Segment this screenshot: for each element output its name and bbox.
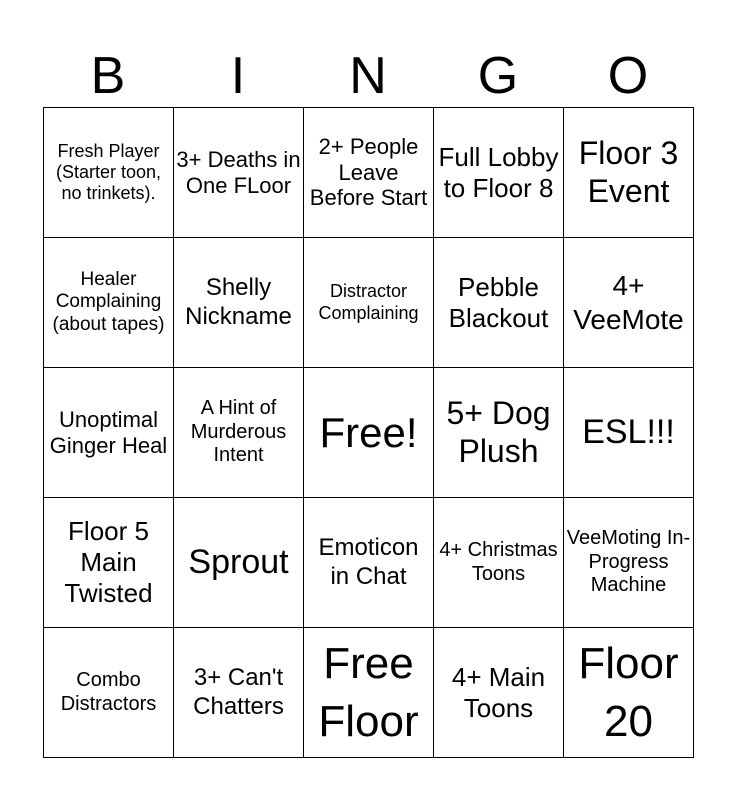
header-letter-n: N <box>349 47 387 105</box>
bingo-cell-i3[interactable]: A Hint of Murderous Intent <box>174 368 304 498</box>
bingo-cell-g5[interactable]: 4+ Main Toons <box>434 628 564 758</box>
header-letter-g: G <box>477 47 519 105</box>
bingo-cell-b1[interactable]: Fresh Player (Starter toon, no trinkets). <box>44 108 174 238</box>
bingo-cell-i4[interactable]: Sprout <box>174 498 304 628</box>
bingo-cell-g4[interactable]: 4+ Christmas Toons <box>434 498 564 628</box>
bingo-cell-i1[interactable]: 3+ Deaths in One FLoor <box>174 108 304 238</box>
bingo-cell-g3[interactable]: 5+ Dog Plush <box>434 368 564 498</box>
bingo-cell-b3[interactable]: Unoptimal Ginger Heal <box>44 368 174 498</box>
bingo-cell-g1[interactable]: Full Lobby to Floor 8 <box>434 108 564 238</box>
board-row-5 <box>44 628 694 758</box>
bingo-cell-o1[interactable]: Floor 3 Event <box>564 108 694 238</box>
bingo-cell-g2[interactable]: Pebble Blackout <box>434 238 564 368</box>
board-row-3 <box>44 368 694 498</box>
bingo-cell-i5[interactable]: 3+ Can't Chatters <box>174 628 304 758</box>
bingo-cell-free[interactable]: Free! <box>304 368 434 498</box>
bingo-cell-b5[interactable]: Combo Distractors <box>44 628 174 758</box>
bingo-header <box>43 48 693 104</box>
bingo-cell-o3[interactable]: ESL!!! <box>564 368 694 498</box>
board-row-4 <box>44 498 694 628</box>
bingo-cell-n2[interactable]: Distractor Complaining <box>304 238 434 368</box>
bingo-cell-o5[interactable]: Floor 20 <box>564 628 694 758</box>
bingo-cell-b2[interactable]: Healer Complaining (about tapes) <box>44 238 174 368</box>
bingo-cell-n1[interactable]: 2+ People Leave Before Start <box>304 108 434 238</box>
bingo-cell-i2[interactable]: Shelly Nickname <box>174 238 304 368</box>
bingo-cell-o4[interactable]: VeeMoting In-Progress Machine <box>564 498 694 628</box>
header-letter-o: O <box>607 47 649 105</box>
bingo-cell-o2[interactable]: 4+ VeeMote <box>564 238 694 368</box>
bingo-board <box>43 107 694 758</box>
header-letter-i: I <box>230 47 246 105</box>
bingo-cell-b4[interactable]: Floor 5 Main Twisted <box>44 498 174 628</box>
board-row-1 <box>44 108 694 238</box>
bingo-cell-n4[interactable]: Emoticon in Chat <box>304 498 434 628</box>
board-row-2 <box>44 238 694 368</box>
bingo-cell-n5[interactable]: Free Floor <box>304 628 434 758</box>
header-letter-b: B <box>90 47 126 105</box>
